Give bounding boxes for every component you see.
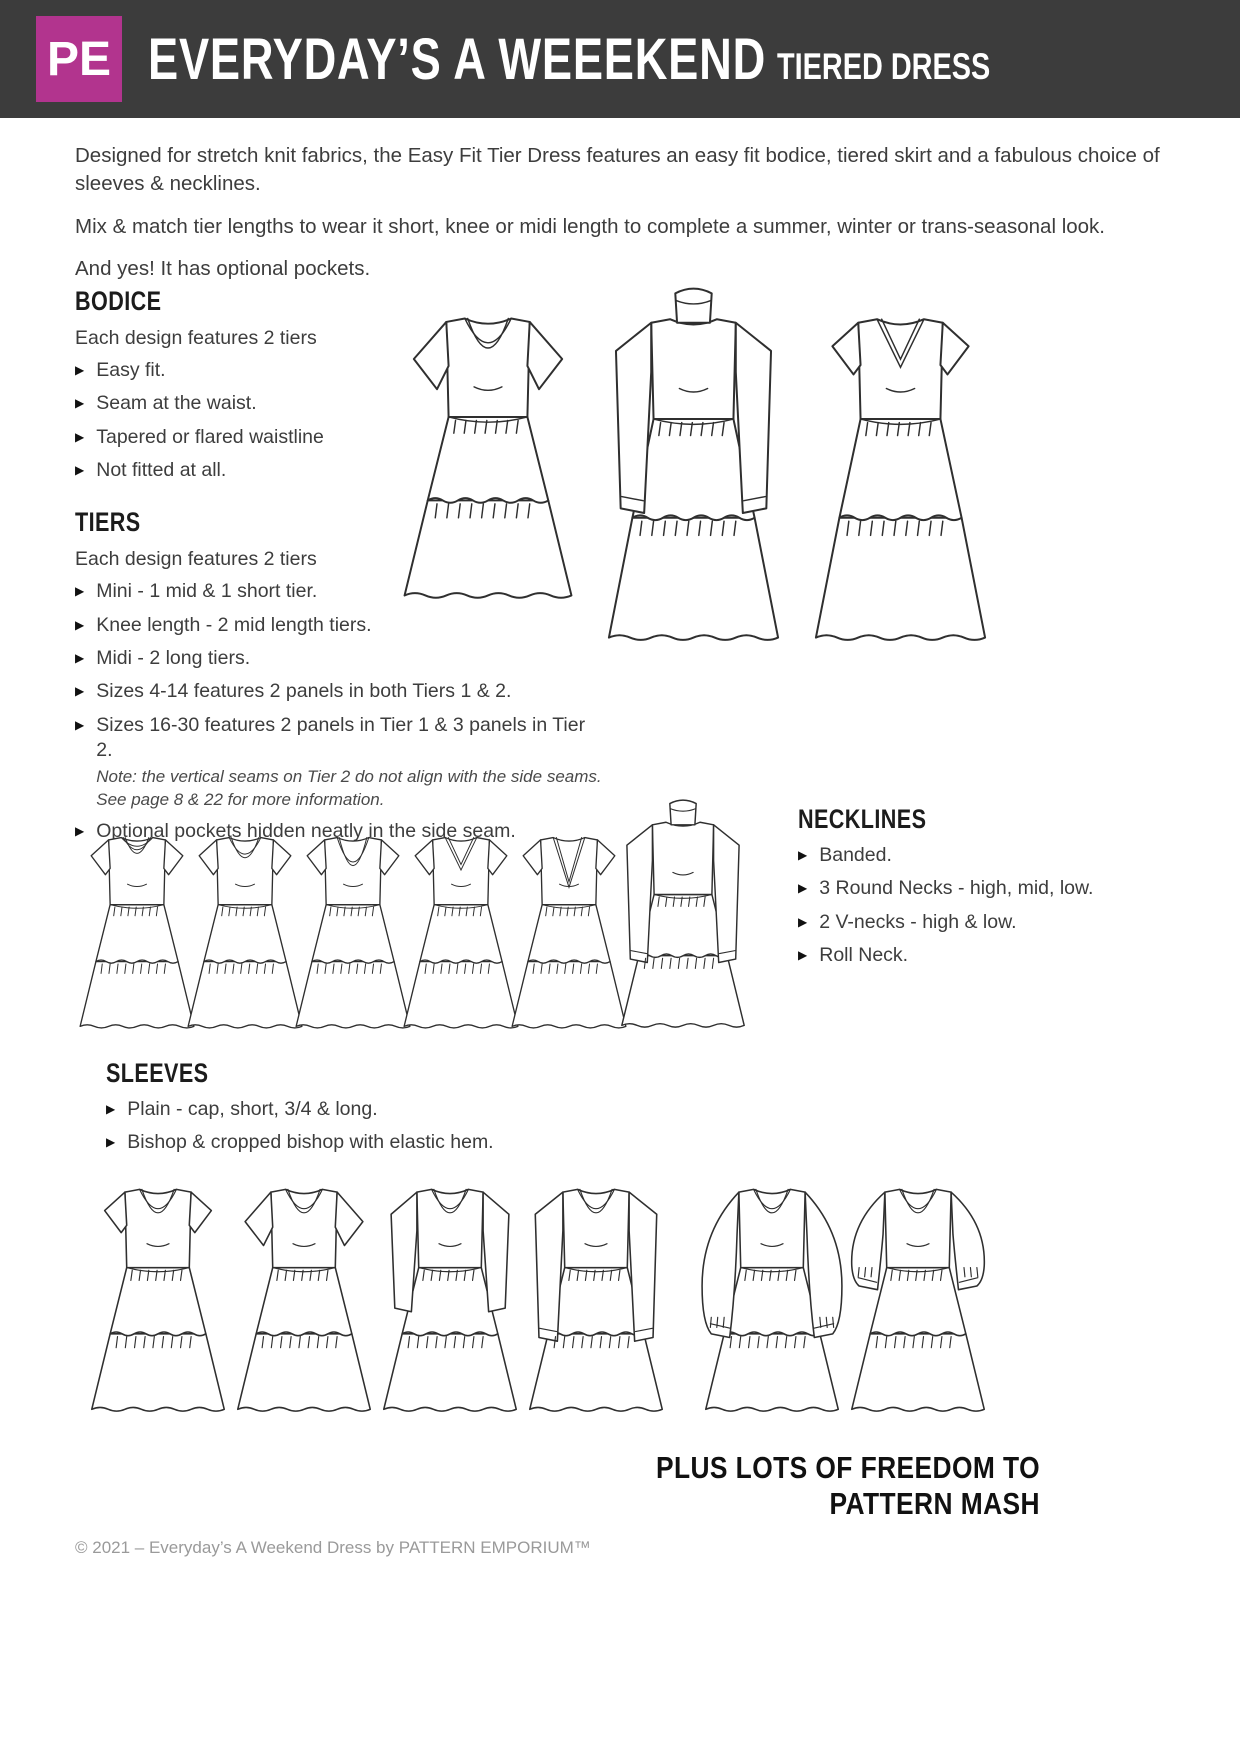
bullet-arrow-icon: ▶ [75,463,85,478]
necklines-heading: NECKLINES [798,804,927,834]
bullet-arrow-icon: ▶ [106,1135,116,1150]
bodice-item-text: Tapered or flared waistline [96,425,324,448]
tiers-item-text: Sizes 16-30 features 2 panels in Tier 1 & 3 panels in Tier 2. [96,713,586,762]
bullet-arrow-icon: ▶ [106,1102,116,1116]
neckline-dress-illustrations [58,782,768,1039]
bullet-arrow-icon: ▶ [75,584,85,599]
intro-paragraph-2: Mix & match tier lengths to wear it short, knee or midi length to complete a summer, winter or trans-seasonal look. [75,214,1105,238]
dress-illustration-cropped-bishop-sleeve [826,1146,1010,1424]
dress-illustration-roll-neck-long-sleeve [576,264,811,654]
bullet-arrow-icon: ▶ [75,363,85,377]
title-main: EVERYDAY’S A WEEEKEND [148,26,767,92]
sleeves-item-text: Plain - cap, short, 3/4 & long. [127,1098,378,1120]
tiers-subtitle: Each design features 2 tiers [75,548,317,571]
dress-illustration-v-neck-cap-sleeve [783,264,1018,654]
bullet-arrow-icon: ▶ [798,948,808,963]
header-bar [0,0,1240,118]
bullet-arrow-icon: ▶ [75,651,85,666]
necklines-item-text: 2 V-necks - high & low. [819,910,1017,933]
tiers-item-text: Midi - 2 long tiers. [96,647,251,670]
bullet-arrow-icon: ▶ [798,914,808,929]
necklines-item-text: Banded. [819,844,892,866]
pattern-mash-tagline: PLUS LOTS OF FREEDOM TO PATTERN MASH [655,1450,1040,1521]
sleeve-dress-illustrations [66,1146,1010,1424]
bullet-arrow-icon: ▶ [75,684,85,699]
necklines-section [798,804,1108,976]
tiers-list-item [75,679,605,704]
bodice-item-text: Seam at the waist. [96,392,257,415]
necklines-item-text: 3 Round Necks - high, mid, low. [819,877,1094,900]
intro-paragraph-3: And yes! It has optional pockets. [75,256,371,280]
intro-paragraph-1: Designed for stretch knit fabrics, the Easy Fit Tier Dress features an easy fit bodice, tiered skirt and a fabulous choice of sleeves & necklines. [75,144,1160,196]
pattern-emporium-logo: PE [36,16,122,102]
dress-illustration-long-sleeve [504,1146,688,1424]
bodice-subtitle: Each design features 2 tiers [75,327,317,349]
bodice-item-text: Not fitted at all. [96,459,227,482]
bodice-heading: BODICE [75,286,162,316]
necklines-list [798,843,1108,968]
bodice-item-text: Easy fit. [96,359,166,381]
tiers-note: Note: the vertical seams on Tier 2 do not align with the side seams. See page 8 & 22 for more information. [96,767,602,809]
necklines-list-item [798,843,1108,868]
necklines-list-item [798,910,1108,935]
bullet-arrow-icon: ▶ [75,429,85,444]
hero-dress-illustrations [372,264,1018,654]
tiers-heading: TIERS [75,507,141,538]
copyright-text: © 2021 – Everyday’s A Weekend Dress by PATTERN EMPORIUM™ [75,1538,591,1557]
dress-illustration-roll-neck [598,782,768,1039]
tiers-item-text: Optional pockets hidden neatly in the side seam. [96,819,516,842]
necklines-list-item [798,876,1108,901]
title-sub: TIERED DRESS [776,45,991,87]
necklines-list-item [798,943,1108,968]
tiers-item-text: Knee length - 2 mid length tiers. [96,613,372,636]
page-title [148,26,990,93]
bullet-arrow-icon: ▶ [75,823,85,838]
necklines-item-text: Roll Neck. [819,944,909,967]
sleeves-item-text: Bishop & cropped bishop with elastic hem. [127,1131,494,1154]
bullet-arrow-icon: ▶ [75,617,85,632]
bullet-arrow-icon: ▶ [75,396,85,411]
tiers-item-text: Mini - 1 mid & 1 short tier. [96,580,318,603]
bullet-arrow-icon: ▶ [798,881,808,896]
bullet-arrow-icon: ▶ [798,848,808,862]
sleeves-heading: SLEEVES [106,1058,209,1088]
dress-illustration-short-sleeve-round-neck [372,264,604,614]
sleeves-list-item [106,1097,646,1122]
tiers-item-text: Sizes 4-14 features 2 panels in both Tiers 1 & 2. [96,680,512,703]
bullet-arrow-icon: ▶ [75,717,85,732]
